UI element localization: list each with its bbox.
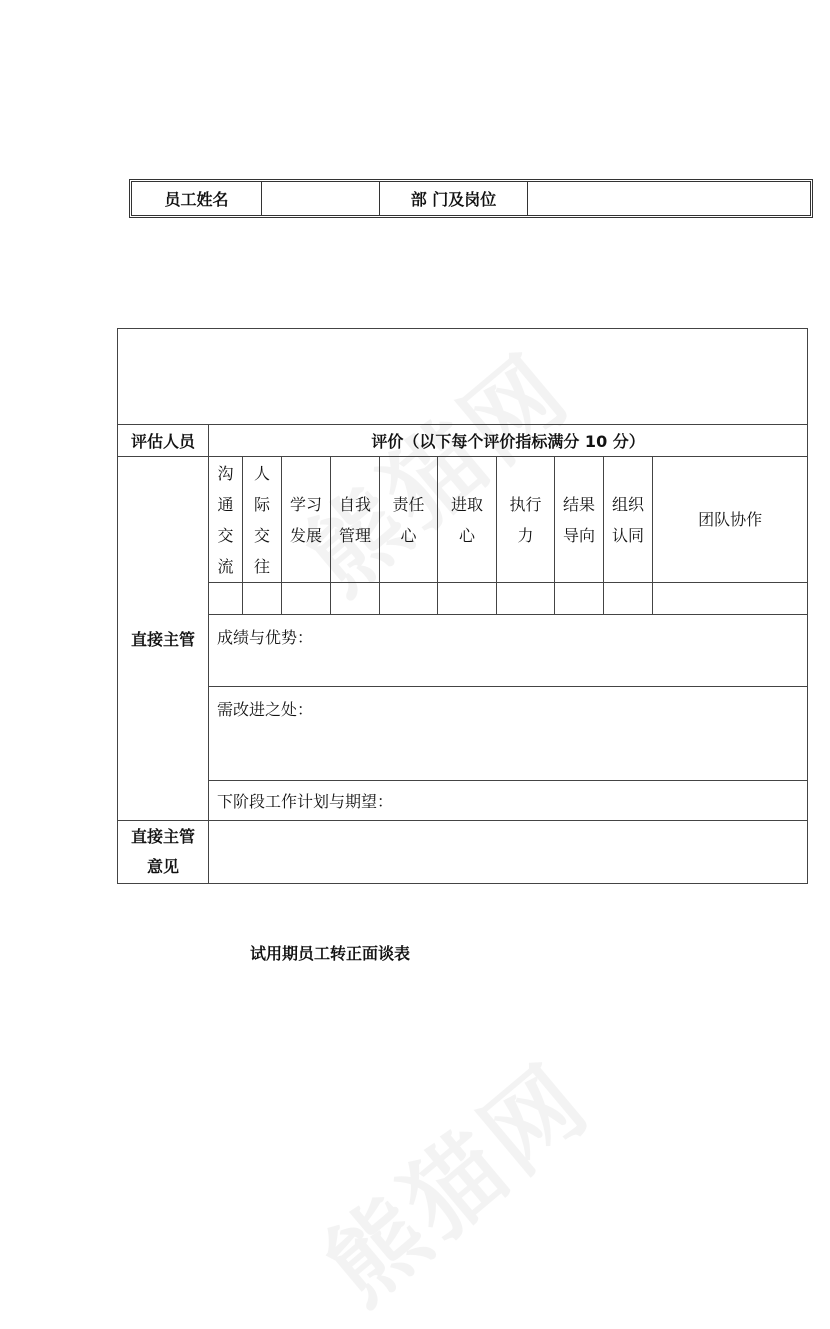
department-position-field[interactable] [528, 182, 810, 215]
watermark [292, 1028, 614, 1329]
score-cell[interactable] [497, 583, 555, 615]
score-cell[interactable] [604, 583, 653, 615]
score-cell[interactable] [653, 583, 808, 615]
supervisor-opinion-label-line2: 意见 [146, 857, 179, 876]
criterion-org-identity: 组织 认同 [604, 457, 653, 583]
improvements-field[interactable]: 需改进之处： [209, 687, 808, 781]
supervisor-opinion-label [118, 821, 209, 884]
employee-name-label: 员工姓名 [132, 182, 262, 215]
score-cell[interactable] [438, 583, 497, 615]
achievements-field[interactable]: 成绩与优势： [209, 615, 808, 687]
evaluator-label: 评估人员 [118, 425, 209, 457]
blank-header-cell [118, 329, 808, 425]
employee-info-table [129, 179, 813, 218]
criterion-results: 结果 导向 [555, 457, 604, 583]
score-cell[interactable] [331, 583, 380, 615]
criterion-initiative: 进取 心 [438, 457, 497, 583]
evaluation-table [117, 328, 808, 884]
supervisor-opinion-field[interactable] [209, 821, 808, 884]
score-cell[interactable] [282, 583, 331, 615]
next-plan-field[interactable]: 下阶段工作计划与期望： [209, 781, 808, 821]
score-cell[interactable] [380, 583, 438, 615]
criterion-responsibility: 责任 心 [380, 457, 438, 583]
criterion-execution: 执行 力 [497, 457, 555, 583]
score-cell[interactable] [209, 583, 243, 615]
criterion-teamwork: 团队协作 [653, 457, 808, 583]
score-cell[interactable] [243, 583, 282, 615]
rating-header: 评价（以下每个评价指标满分 10 分） [209, 425, 808, 457]
employee-name-field[interactable] [262, 182, 380, 215]
criterion-self-management: 自我 管理 [331, 457, 380, 583]
criterion-learning: 学习 发展 [282, 457, 331, 583]
supervisor-opinion-label-line1: 直接主管 [130, 827, 195, 846]
score-cell[interactable] [555, 583, 604, 615]
document-title: 试用期员工转正面谈表 [250, 944, 411, 963]
direct-supervisor-label: 直接主管 [118, 457, 209, 821]
criterion-interpersonal: 人 际 交 往 [243, 457, 282, 583]
criterion-communication: 沟 通 交 流 [209, 457, 243, 583]
department-position-label: 部 门及岗位 [380, 182, 528, 215]
